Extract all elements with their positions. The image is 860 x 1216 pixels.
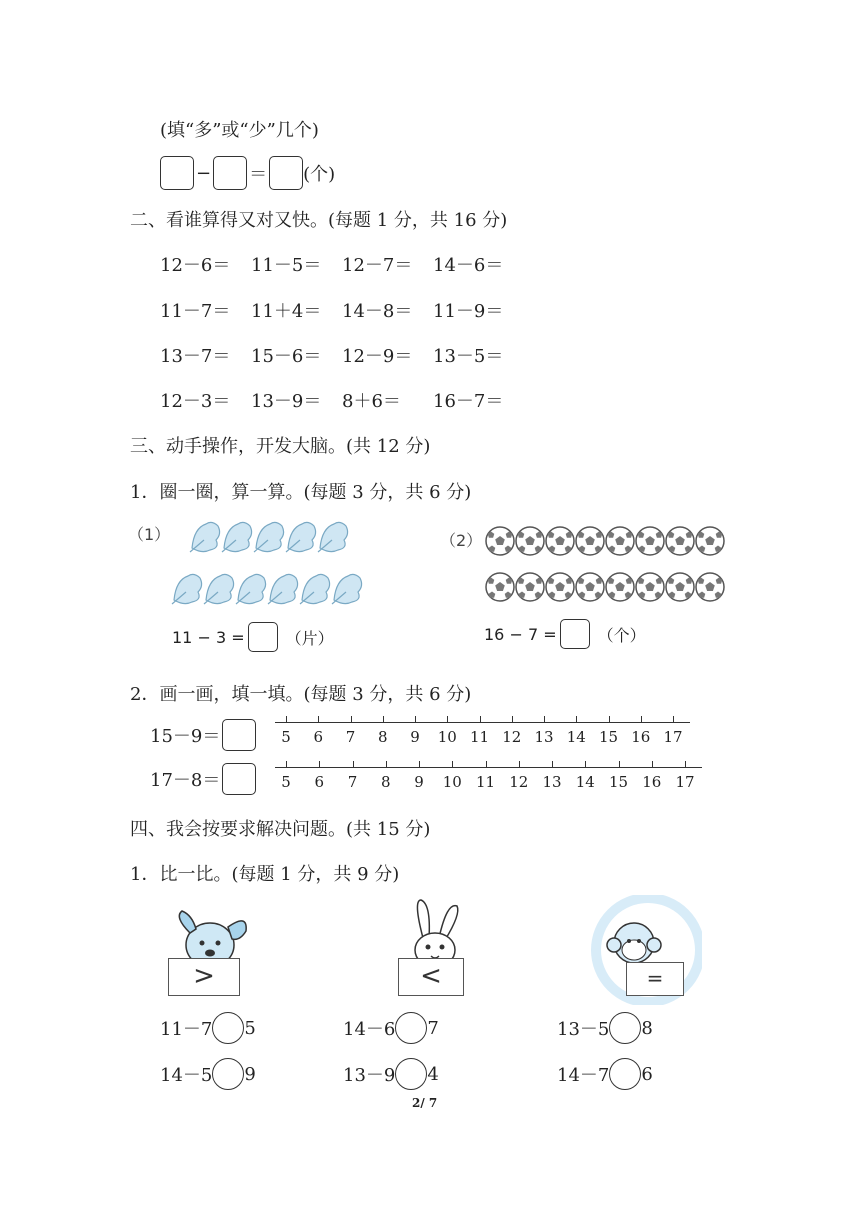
number-line-label: 15	[598, 728, 619, 746]
leaf-icon	[204, 574, 234, 604]
number-line-tick	[286, 716, 287, 722]
soccer-ball-icon	[516, 527, 544, 555]
number-line	[275, 767, 702, 768]
number-line-label: 9	[414, 773, 424, 791]
calc-item: 11＋4＝	[251, 301, 322, 322]
leaves-row1	[188, 518, 356, 558]
leaf-icon	[318, 522, 348, 552]
number-line-label: 5	[281, 773, 291, 791]
number-line-label: 7	[345, 728, 356, 746]
number-line-tick	[641, 716, 642, 722]
number-line-tick	[519, 761, 520, 767]
soccer-ball-icon	[666, 527, 694, 555]
number-line-label: 10	[442, 773, 462, 791]
answer-box[interactable]	[222, 763, 256, 795]
number-line-label: 11	[475, 773, 496, 791]
greater-sign-card: >	[168, 958, 240, 996]
number-line-label: 8	[377, 728, 388, 746]
number-line-tick	[619, 761, 620, 767]
compare-left: 11－7	[160, 1019, 213, 1040]
number-line-tick	[447, 716, 448, 722]
number-line-label: 14	[575, 773, 595, 791]
calc-item: 8＋6＝	[342, 391, 401, 412]
balls-row1	[484, 524, 728, 558]
soccer-ball-icon	[576, 527, 604, 555]
compare-circle[interactable]	[395, 1012, 427, 1044]
number-line-label: 16	[642, 773, 662, 791]
line2-expr: 17－8＝	[150, 770, 221, 791]
answer-box[interactable]	[269, 156, 303, 190]
compare-right: 9	[244, 1063, 256, 1085]
soccer-ball-icon	[516, 573, 544, 601]
number-line-label: 11	[469, 728, 490, 746]
calc-item: 13－7＝	[160, 346, 231, 367]
section4-title: 四、我会按要求解决问题。(共 15 分)	[130, 819, 431, 840]
soccer-ball-icon	[666, 573, 694, 601]
soccer-ball-icon	[696, 573, 724, 601]
compare-item	[160, 1058, 256, 1090]
balls-row2	[484, 570, 728, 604]
section3-title: 三、动手操作，开发大脑。(共 12 分)	[130, 436, 431, 457]
number-line-label: 9	[410, 728, 420, 746]
leaf-icon	[222, 522, 252, 552]
answer-box[interactable]	[160, 156, 194, 190]
number-line-tick	[419, 761, 420, 767]
number-line-label: 17	[663, 728, 683, 746]
compare-circle[interactable]	[609, 1012, 641, 1044]
minus-sign: −	[196, 162, 212, 184]
number-line-tick	[351, 716, 352, 722]
number-line-label: 5	[281, 728, 291, 746]
number-line-tick	[452, 761, 453, 767]
fill-hint: (填“多”或“少”几个)	[160, 120, 319, 141]
compare-right: 8	[641, 1017, 653, 1039]
calc-item: 12－6＝	[160, 255, 231, 276]
line2-equation	[150, 763, 256, 795]
q2-title: 2．画一画，填一填。(每题 3 分，共 6 分)	[130, 684, 472, 705]
calc-item: 11－5＝	[251, 255, 322, 276]
compare-item	[343, 1058, 439, 1090]
soccer-ball-icon	[606, 527, 634, 555]
soccer-ball-icon	[486, 527, 514, 555]
difference-equation	[160, 156, 335, 190]
calc-item: 12－7＝	[342, 255, 413, 276]
ball-expr: 16 − 7 =	[484, 624, 557, 644]
calc-item: 13－5＝	[433, 346, 504, 367]
number-line-tick	[512, 716, 513, 722]
compare-left: 14－7	[557, 1065, 610, 1086]
calc-item: 12－3＝	[160, 391, 231, 412]
answer-box[interactable]	[222, 719, 256, 751]
number-line-tick	[353, 761, 354, 767]
number-line-label: 7	[347, 773, 358, 791]
number-line-label: 12	[502, 728, 522, 746]
leaf-icon	[332, 574, 362, 604]
compare-circle[interactable]	[212, 1058, 244, 1090]
soccer-ball-icon	[636, 573, 664, 601]
soccer-ball-icon	[486, 573, 514, 601]
unit-label: (个)	[303, 164, 336, 185]
soccer-ball-icon	[546, 527, 574, 555]
leaf-equation	[172, 622, 334, 652]
compare-left: 13－9	[343, 1065, 396, 1086]
number-line	[275, 722, 690, 723]
leaf-icon	[286, 522, 316, 552]
number-line-label: 6	[313, 728, 324, 746]
ball-equation	[484, 619, 646, 649]
calc-row	[160, 387, 524, 413]
leaf-icon	[268, 574, 298, 604]
number-line-tick	[576, 716, 577, 722]
number-line-label: 14	[566, 728, 586, 746]
calc-row	[160, 342, 524, 368]
leaf-expr: 11 − 3 =	[172, 627, 245, 647]
number-line-label: 8	[380, 773, 391, 791]
calc-row	[160, 297, 524, 323]
number-line-label: 12	[509, 773, 529, 791]
less-sign-card: <	[398, 958, 464, 996]
calc-item: 15－6＝	[251, 346, 322, 367]
number-line-tick	[415, 716, 416, 722]
number-line-tick	[673, 716, 674, 722]
number-line-tick	[319, 761, 320, 767]
part1-label: （1）	[128, 525, 171, 544]
number-line-label: 13	[534, 728, 554, 746]
number-line-tick	[286, 761, 287, 767]
compare-circle[interactable]	[395, 1058, 427, 1090]
soccer-ball-icon	[696, 527, 724, 555]
calc-item: 14－8＝	[342, 301, 413, 322]
compare-right: 4	[427, 1063, 439, 1085]
number-line-label: 6	[314, 773, 325, 791]
calc-row	[160, 251, 524, 277]
equals-sign: ＝	[249, 164, 268, 185]
line1-equation	[150, 719, 256, 751]
calc-item: 16－7＝	[433, 391, 504, 412]
line1-expr: 15－9＝	[150, 726, 221, 747]
calc-item: 11－9＝	[433, 301, 504, 322]
compare-circle[interactable]	[212, 1012, 244, 1044]
number-line-tick	[383, 716, 384, 722]
section2-title: 二、看谁算得又对又快。(每题 1 分，共 16 分)	[130, 210, 508, 231]
number-line-tick	[544, 716, 545, 722]
answer-box[interactable]	[560, 619, 590, 649]
soccer-ball-icon	[546, 573, 574, 601]
unit-label: （个）	[597, 625, 646, 645]
compare-item	[160, 1012, 256, 1044]
number-line-tick	[652, 761, 653, 767]
number-line-tick	[685, 761, 686, 767]
leaf-icon	[254, 522, 284, 552]
number-line-label: 17	[675, 773, 695, 791]
number-line-tick	[386, 761, 387, 767]
number-line-label: 13	[542, 773, 562, 791]
unit-label: （片）	[285, 628, 334, 648]
number-line-label: 16	[631, 728, 651, 746]
number-line-tick	[552, 761, 553, 767]
soccer-ball-icon	[636, 527, 664, 555]
compare-left: 14－6	[343, 1019, 396, 1040]
number-line-label: 10	[437, 728, 457, 746]
leaf-icon	[172, 574, 202, 604]
calc-item: 13－9＝	[251, 391, 322, 412]
number-line-tick	[585, 761, 586, 767]
equal-sign-card: =	[626, 962, 684, 996]
number-line-tick	[318, 716, 319, 722]
compare-title: 1．比一比。(每题 1 分，共 9 分)	[130, 864, 400, 885]
soccer-ball-icon	[606, 573, 634, 601]
leaf-icon	[190, 522, 220, 552]
soccer-ball-icon	[576, 573, 604, 601]
compare-right: 6	[641, 1063, 653, 1085]
compare-circle[interactable]	[609, 1058, 641, 1090]
number-line-tick	[486, 761, 487, 767]
leaf-icon	[236, 574, 266, 604]
number-line-tick	[480, 716, 481, 722]
calc-item: 14－6＝	[433, 255, 504, 276]
leaves-row2	[170, 570, 368, 610]
compare-item	[557, 1058, 653, 1090]
compare-left: 13－5	[557, 1019, 610, 1040]
compare-right: 5	[244, 1017, 256, 1039]
compare-left: 14－5	[160, 1065, 213, 1086]
calc-item: 11－7＝	[160, 301, 231, 322]
answer-box[interactable]	[213, 156, 247, 190]
compare-right: 7	[427, 1017, 439, 1039]
leaf-icon	[300, 574, 330, 604]
compare-item	[557, 1012, 653, 1044]
page-number: 2/ 7	[412, 1096, 438, 1110]
answer-box[interactable]	[248, 622, 278, 652]
part2-label: （2）	[440, 531, 483, 550]
compare-item	[343, 1012, 439, 1044]
number-line-label: 15	[608, 773, 629, 791]
q1-title: 1．圈一圈，算一算。(每题 3 分，共 6 分)	[130, 482, 472, 503]
number-line-tick	[609, 716, 610, 722]
calc-item: 12－9＝	[342, 346, 413, 367]
